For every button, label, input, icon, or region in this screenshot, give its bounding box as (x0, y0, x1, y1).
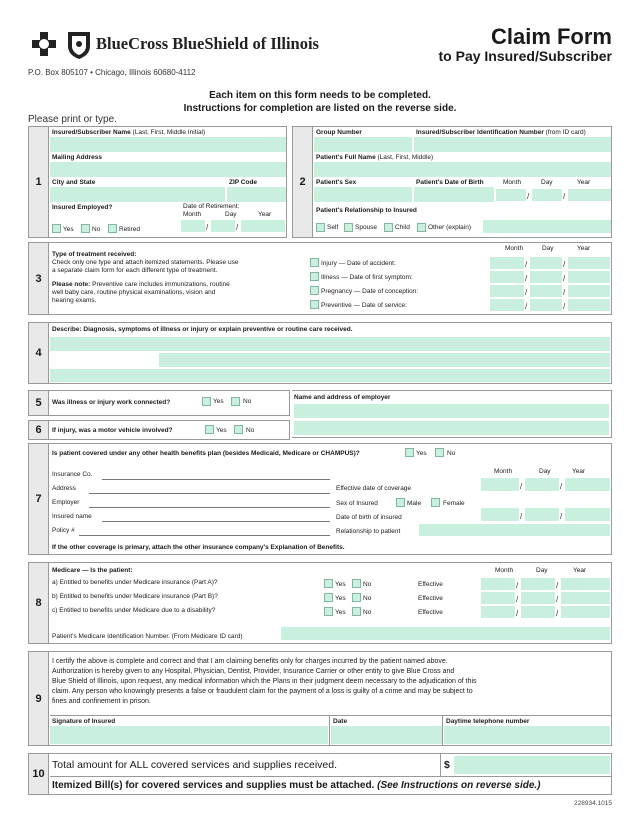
section-number: 4 (29, 323, 49, 383)
preventive-note-1: Please note: Preventive care includes immunizations, routine (52, 281, 230, 288)
insured-name-field[interactable] (50, 137, 286, 152)
section-number: 10 (29, 754, 49, 794)
sex-female-label: Female (443, 500, 465, 507)
section-number: 5 (29, 391, 49, 415)
employed-yes-checkbox[interactable] (52, 224, 61, 233)
medicare-a-no-checkbox[interactable] (352, 579, 361, 588)
medicare-a-effective-label: Effective (418, 581, 443, 588)
work-no-checkbox[interactable] (231, 397, 240, 406)
medicare-b-no-checkbox[interactable] (352, 593, 361, 602)
retire-month-field[interactable] (181, 220, 205, 232)
section-6 (28, 420, 290, 440)
treat-day-label: Day (542, 245, 554, 252)
treatment-opt1-label: Injury — Date of accident: (321, 260, 396, 267)
dobi-day-field[interactable] (525, 508, 559, 521)
medicare-a-month-field[interactable] (481, 578, 515, 590)
medicare-c-year-field[interactable] (561, 606, 610, 618)
patient-dob-label: Patient's Date of Birth (416, 179, 484, 186)
medicare-b-no-label: No (363, 595, 372, 602)
treatment-opt1-day-field[interactable] (530, 257, 562, 269)
treatment-opt3-label: Pregnancy — Date of conception: (321, 288, 419, 295)
phone-field[interactable] (444, 726, 610, 744)
treatment-opt2-checkbox[interactable] (310, 272, 319, 281)
group-number-label: Group Number (316, 129, 362, 136)
mailing-address: P.O. Box 805107 • Chicago, Illinois 60680-4112 (28, 68, 196, 77)
patient-dob-name-field[interactable] (414, 187, 494, 202)
section-4 (28, 322, 612, 384)
bcbs-logo-icon (28, 28, 98, 60)
rel-self-label: Self (327, 224, 339, 231)
employer-line-2[interactable] (294, 421, 609, 435)
treatment-opt3-checkbox[interactable] (310, 286, 319, 295)
zip-field[interactable] (227, 187, 286, 202)
treatment-opt3-day-field[interactable] (530, 285, 562, 297)
total-amount-field[interactable] (454, 756, 610, 774)
describe-line-1[interactable] (50, 337, 610, 351)
mailing-address-label: Mailing Address (52, 154, 102, 161)
medicare-title: Medicare — Is the patient: (52, 567, 133, 574)
medicare-a-yes-checkbox[interactable] (324, 579, 333, 588)
eff-day-field[interactable] (525, 478, 559, 491)
instruction-line-2: Instructions for completion are listed on the reverse side. (183, 103, 457, 114)
work-yes-checkbox[interactable] (202, 397, 211, 406)
section-1: 1 Insured/Subscriber Name (Last, First, Middle Initial) Mailing Address City and State ZIP Code Insured Employed? Date of Retirement: Month Day Year / / Yes No Retired (28, 126, 287, 238)
dollar-sign: $ (444, 759, 450, 771)
work-no-label: No (243, 398, 252, 405)
treat-month-label: Month (505, 245, 524, 252)
employer-label: Name and address of employer (294, 394, 391, 401)
address-label: Address (52, 485, 76, 492)
retire-month-label: Month (183, 211, 202, 218)
form-title: Claim Form (490, 24, 612, 49)
medicare-c-yes-label: Yes (335, 609, 346, 616)
preventive-note-3: hearing exams. (52, 297, 97, 304)
rel-spouse-label: Spouse (355, 224, 378, 231)
treatment-instr-1: Check only one type and attach itemized statements. Please use (52, 259, 239, 266)
dob-day-field[interactable] (532, 189, 562, 201)
medicare-b-yes-label: Yes (335, 595, 346, 602)
eff-date-label: Effective date of coverage (336, 485, 412, 492)
retire-day-field[interactable] (211, 220, 235, 232)
treatment-opt3-year-field[interactable] (568, 285, 610, 297)
medicare-a-label: a) Entitled to benefits under Medicare insurance (Part A)? (52, 579, 218, 586)
retire-day-label: Day (225, 211, 237, 218)
policy-label: Policy # (52, 527, 75, 534)
insured-name-label: Insured name (52, 513, 92, 520)
treatment-opt2-month-field[interactable] (490, 271, 524, 283)
medicare-c-day-field[interactable] (521, 606, 555, 618)
medicare-b-month-field[interactable] (481, 592, 515, 604)
date-field[interactable] (331, 726, 442, 744)
cert-line-5: fines and confinement in prison. (52, 698, 151, 705)
city-state-label: City and State (52, 179, 96, 186)
medicare-id-field[interactable] (281, 627, 610, 640)
zip-label: ZIP Code (229, 179, 258, 186)
primary-coverage-note: If the other coverage is primary, attach the other insurance company's Explanation of Benefits. (52, 544, 345, 551)
section-number: 8 (29, 563, 49, 643)
section-number: 3 (29, 243, 49, 314)
section-number: 2 (293, 127, 313, 237)
s7-month-label: Month (494, 468, 513, 475)
medicare-b-yes-checkbox[interactable] (324, 593, 333, 602)
retire-year-field[interactable] (241, 220, 285, 232)
employer-line-1[interactable] (294, 404, 609, 418)
rel-other-checkbox[interactable] (417, 223, 426, 232)
section-number: 6 (29, 421, 49, 439)
sex-female-checkbox[interactable] (431, 498, 440, 507)
patient-sex-label: Patient's Sex (316, 179, 357, 186)
dob-year-field[interactable] (568, 189, 611, 201)
treatment-type-label: Type of treatment received: (52, 251, 137, 258)
dob-year-label: Year (577, 179, 591, 186)
cert-line-1: I certify the above is complete and correct and that I am claiming benefits only for charges incurred by the patient named above. (52, 658, 448, 665)
rel-child-checkbox[interactable] (384, 223, 393, 232)
medicare-a-day-field[interactable] (521, 578, 555, 590)
s8-day-label: Day (536, 567, 548, 574)
dob-day-label: Day (541, 179, 553, 186)
id-number-label: Insured/Subscriber Identification Number (from ID card) (416, 129, 586, 136)
sex-insured-label: Sex of Insured (336, 500, 378, 507)
medicare-c-effective-label: Effective (418, 609, 443, 616)
phone-label: Daytime telephone number (446, 718, 530, 725)
treatment-opt1-checkbox[interactable] (310, 258, 319, 267)
mailing-address-field[interactable] (50, 162, 286, 177)
medicare-c-month-field[interactable] (481, 606, 515, 618)
work-connected-label: Was illness or injury work connected? (52, 399, 171, 406)
treatment-opt4-month-field[interactable] (490, 299, 524, 311)
describe-label: Describe: Diagnosis, symptoms of illness or injury or explain preventive or routine care received. (52, 326, 353, 333)
rel-child-label: Child (395, 224, 410, 231)
id-number-field[interactable] (414, 137, 611, 152)
medicare-b-effective-label: Effective (418, 595, 443, 602)
treatment-opt2-label: Illness — Date of first symptom: (321, 274, 413, 281)
itemized-bill-note: Itemized Bill(s) for covered services and supplies must be attached. (See Instructions on reverse side.) (52, 780, 541, 791)
treatment-opt1-month-field[interactable] (490, 257, 524, 269)
s8-month-label: Month (495, 567, 514, 574)
patient-full-name-label: Patient's Full Name (Last, First, Middle) (316, 154, 434, 161)
dob-month-field[interactable] (496, 189, 526, 201)
section-2: 2 Group Number Insured/Subscriber Identification Number (from ID card) Patient's Full Name (Last, First, Middle) Patient's Sex Patient's Date of Birth Month Day Year / / Patient's Relationship to Insured Self Spouse Child Other (explain) (292, 126, 612, 238)
medicare-a-year-field[interactable] (561, 578, 610, 590)
treatment-opt3-month-field[interactable] (490, 285, 524, 297)
employed-no-label: No (92, 226, 101, 233)
logo (28, 28, 98, 60)
medicare-b-year-field[interactable] (561, 592, 610, 604)
medicare-c-no-checkbox[interactable] (352, 607, 361, 616)
employed-retired-checkbox[interactable] (108, 224, 117, 233)
medicare-c-no-label: No (363, 609, 372, 616)
insured-employed-label: Insured Employed? (52, 204, 113, 211)
relationship-label: Relationship to patient (336, 528, 401, 535)
rel-other-label: Other (explain) (428, 224, 472, 231)
other-plan-no-label: No (447, 450, 456, 457)
describe-line-3[interactable] (50, 369, 610, 382)
other-plan-yes-checkbox[interactable] (405, 448, 414, 457)
retirement-date-label: Date of Retirement: (183, 203, 240, 210)
signature-field[interactable] (50, 726, 328, 744)
cert-line-4: claim. Any person who knowingly presents a false or fraudulent claim for the payment of a loss is guilty of a crime and may be subject to (52, 688, 473, 695)
sex-male-label: Male (407, 500, 422, 507)
motor-vehicle-label: If injury, was a motor vehicle involved? (52, 427, 173, 434)
section-number: 9 (29, 652, 49, 745)
motor-no-label: No (246, 427, 255, 434)
form-number: 228934.1015 (574, 800, 612, 807)
ins-co-field[interactable] (102, 479, 330, 480)
motor-no-checkbox[interactable] (234, 425, 243, 434)
section-9 (28, 651, 612, 746)
rel-other-explain-field[interactable] (483, 220, 611, 233)
treatment-opt4-year-field[interactable] (568, 299, 610, 311)
cert-line-2: Authorization is hereby given to any Hospital, Physician, Dentist, Provider, Insurance Carrier or other entity to give Blue Cross and (52, 668, 455, 675)
group-number-field[interactable] (314, 137, 412, 152)
s8-year-label: Year (573, 567, 587, 574)
instruction-line-1: Each item on this form needs to be completed. (209, 90, 431, 101)
s7-day-label: Day (539, 468, 551, 475)
employer-field[interactable] (89, 507, 330, 508)
other-plan-yes-label: Yes (416, 450, 427, 457)
other-plan-no-checkbox[interactable] (435, 448, 444, 457)
ins-co-label: Insurance Co. (52, 471, 93, 478)
dobi-year-field[interactable] (565, 508, 610, 521)
section-8: 8 Medicare — Is the patient: Month Day Year a) Entitled to benefits under Medicare insurance (Part A)? Yes No Effective / / b) Entitled to benefits under Medicare insurance (Part B)? Yes No Effective / / c) Entitled to benefits under Medicare due to a disability? Yes No Effective / / Patient's Medicare Identification Number. (From Medicare ID card) (28, 562, 612, 644)
rel-self-checkbox[interactable] (316, 223, 325, 232)
motor-yes-label: Yes (216, 427, 227, 434)
form-subtitle: to Pay Insured/Subscriber (438, 48, 612, 64)
s7-year-label: Year (572, 468, 586, 475)
treatment-opt4-checkbox[interactable] (310, 300, 319, 309)
employer-label: Employer (52, 499, 80, 506)
employed-retired-label: Retired (119, 226, 140, 233)
dob-insured-label: Date of birth of insured (336, 514, 402, 521)
logo-text: BlueCross BlueShield of Illinois (96, 34, 319, 53)
employed-no-checkbox[interactable] (81, 224, 90, 233)
treatment-opt1-year-field[interactable] (568, 257, 610, 269)
signature-label: Signature of Insured (52, 718, 116, 725)
treatment-opt4-label: Preventive — Date of service: (321, 302, 407, 309)
relationship-label: Patient's Relationship to Insured (316, 207, 417, 214)
describe-line-2[interactable] (159, 353, 610, 367)
policy-field[interactable] (79, 535, 330, 536)
cert-line-3: Blue Shield of Illinois, upon request, any medical information which the Plans in their judgment deem necessary to the adjudication of this (52, 678, 477, 685)
medicare-a-no-label: No (363, 581, 372, 588)
section-number: 7 (29, 444, 49, 554)
eff-year-field[interactable] (565, 478, 610, 491)
patient-sex-field[interactable] (314, 187, 412, 202)
insured-name-field[interactable] (102, 521, 330, 522)
medicare-c-label: c) Entitled to benefits under Medicare due to a disability? (52, 607, 216, 614)
treatment-instr-2: a separate claim form for each different type of treatment. (52, 267, 218, 274)
work-yes-label: Yes (213, 398, 224, 405)
dobi-month-field[interactable] (481, 508, 519, 521)
treatment-opt2-year-field[interactable] (568, 271, 610, 283)
print-instruction: Please print or type. (28, 114, 117, 125)
total-amount-label: Total amount for ALL covered services and supplies received. (52, 759, 338, 771)
section-3: 3 Type of treatment received: Check only one type and attach itemized statements. Please use a separate claim form for each different type of treatment. Please note: Preventive care includes immunizations, routine well baby care, routine physical examinations, vision and hearing exams. Month Day Year Injury — Date of accident: / / Illness — Date of first symptom: / / Pregnancy — Date of conception: / / Preventive — Date of service: / / (28, 242, 612, 315)
employer-box (292, 390, 612, 438)
other-plan-question: Is patient covered under any other health benefits plan (besides Medicaid, Medicare or CHAMPUS)? (52, 450, 360, 457)
treat-year-label: Year (577, 245, 591, 252)
dob-month-label: Month (503, 179, 522, 186)
medicare-id-label: Patient's Medicare Identification Number. (From Medicare ID card) (52, 633, 243, 640)
retire-year-label: Year (258, 211, 272, 218)
eff-month-field[interactable] (481, 478, 519, 491)
city-state-field[interactable] (50, 187, 225, 202)
address-field[interactable] (89, 493, 330, 494)
medicare-b-day-field[interactable] (521, 592, 555, 604)
employed-yes-label: Yes (63, 226, 74, 233)
rel-spouse-checkbox[interactable] (344, 223, 353, 232)
date-label: Date (333, 718, 348, 725)
section-7: 7 Is patient covered under any other health benefits plan (besides Medicaid, Medicare or CHAMPUS)? Yes No Insurance Co. Address Employer Insured name Policy # Month Day Year Effective date of coverage / / Sex of Insured Male Female Date of birth of insured / / Relationship to patient If the other coverage is primary, attach the other insurance company's Explanation of Benefits. (28, 443, 612, 555)
treatment-opt2-day-field[interactable] (530, 271, 562, 283)
insured-name-label: Insured/Subscriber Name (Last, First, Middle Initial) (52, 129, 206, 136)
section-5 (28, 390, 290, 416)
medicare-a-yes-label: Yes (335, 581, 346, 588)
section-10 (28, 753, 612, 795)
motor-yes-checkbox[interactable] (205, 425, 214, 434)
medicare-b-label: b) Entitled to benefits under Medicare insurance (Part B)? (52, 593, 218, 600)
treatment-opt4-day-field[interactable] (530, 299, 562, 311)
patient-full-name-field[interactable] (314, 162, 611, 177)
medicare-c-yes-checkbox[interactable] (324, 607, 333, 616)
relationship-field[interactable] (419, 524, 610, 536)
preventive-note-2: well baby care, routine physical examinations, vision and (52, 289, 216, 296)
sex-male-checkbox[interactable] (396, 498, 405, 507)
section-number: 1 (29, 127, 49, 237)
